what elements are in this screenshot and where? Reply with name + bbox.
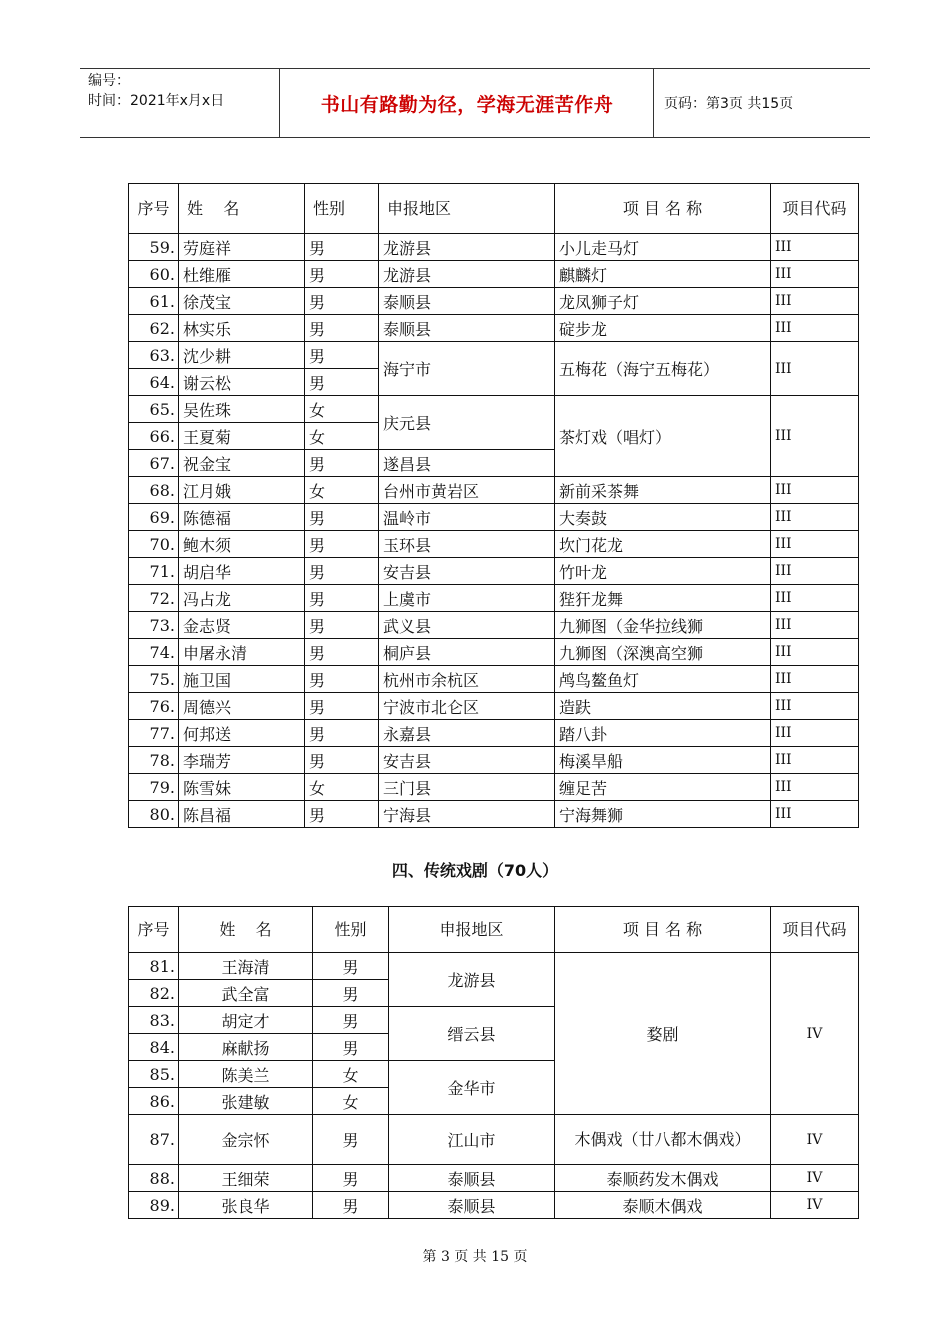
row-name: 吴佐珠 (179, 396, 305, 423)
row-seq: 68. (129, 477, 179, 504)
table-row (129, 801, 859, 828)
row-gender: 男 (305, 531, 379, 558)
col-name: 姓 名 (179, 907, 313, 953)
row-project: 九狮图（金华拉线狮 (555, 612, 771, 639)
col-name: 姓 名 (179, 184, 305, 234)
table-row (129, 693, 859, 720)
row-project: 龙凤狮子灯 (555, 288, 771, 315)
row-seq: 81. (129, 953, 179, 980)
row-name: 劳庭祥 (179, 234, 305, 261)
row-project: 踏八卦 (555, 720, 771, 747)
header-page-number: 页码：第3页 共15页 (664, 96, 794, 112)
row-code: III (771, 315, 859, 342)
row-code: IV (771, 1165, 859, 1192)
row-gender: 男 (313, 980, 389, 1007)
col-region: 申报地区 (379, 184, 555, 234)
row-region: 武义县 (379, 612, 555, 639)
row-gender: 男 (305, 369, 379, 396)
col-region: 申报地区 (389, 907, 555, 953)
col-gender: 性别 (305, 184, 379, 234)
row-seq: 85. (129, 1061, 179, 1088)
row-code: III (771, 531, 859, 558)
table-row (129, 396, 859, 423)
table-row (129, 531, 859, 558)
row-name: 金宗怀 (179, 1115, 313, 1165)
row-project: 麒麟灯 (555, 261, 771, 288)
table-row (129, 666, 859, 693)
row-region: 遂昌县 (379, 450, 555, 477)
row-region: 庆元县 (379, 396, 555, 450)
row-name: 麻献扬 (179, 1034, 313, 1061)
row-project: 鸬鸟鳌鱼灯 (555, 666, 771, 693)
row-code: III (771, 261, 859, 288)
row-code: III (771, 774, 859, 801)
row-code: IV (771, 1115, 859, 1165)
header-motto: 书山有路勤为径，学海无涯苦作舟 (281, 69, 654, 137)
row-region: 缙云县 (389, 1007, 555, 1061)
row-project: 茶灯戏（唱灯） (555, 396, 771, 477)
row-seq: 67. (129, 450, 179, 477)
row-seq: 77. (129, 720, 179, 747)
row-project: 婺剧 (555, 953, 771, 1115)
row-seq: 63. (129, 342, 179, 369)
table-header-row (129, 907, 859, 953)
row-code: III (771, 693, 859, 720)
row-seq: 70. (129, 531, 179, 558)
row-name: 施卫国 (179, 666, 305, 693)
row-project: 泰顺木偶戏 (555, 1192, 771, 1219)
row-gender: 男 (305, 288, 379, 315)
row-gender: 男 (305, 612, 379, 639)
row-name: 陈昌福 (179, 801, 305, 828)
row-region: 宁波市北仑区 (379, 693, 555, 720)
col-project: 项 目 名 称 (555, 907, 771, 953)
row-project: 大奏鼓 (555, 504, 771, 531)
row-name: 沈少耕 (179, 342, 305, 369)
row-name: 李瑞芳 (179, 747, 305, 774)
table-row (129, 639, 859, 666)
row-region: 安吉县 (379, 558, 555, 585)
row-gender: 女 (305, 396, 379, 423)
row-code: III (771, 639, 859, 666)
row-region: 台州市黄岩区 (379, 477, 555, 504)
row-seq: 76. (129, 693, 179, 720)
table-row (129, 1192, 859, 1219)
table-row (129, 612, 859, 639)
row-seq: 62. (129, 315, 179, 342)
row-project: 梅溪旱船 (555, 747, 771, 774)
table-row (129, 288, 859, 315)
row-name: 申屠永清 (179, 639, 305, 666)
row-project: 竹叶龙 (555, 558, 771, 585)
row-seq: 60. (129, 261, 179, 288)
table-row (129, 261, 859, 288)
row-seq: 82. (129, 980, 179, 1007)
table-row (129, 315, 859, 342)
row-code: III (771, 720, 859, 747)
row-gender: 男 (305, 315, 379, 342)
row-name: 鲍木须 (179, 531, 305, 558)
row-seq: 89. (129, 1192, 179, 1219)
row-code: III (771, 288, 859, 315)
row-gender: 男 (305, 801, 379, 828)
section-title: 四、传统戏剧（70人） (391, 861, 559, 880)
row-name: 周德兴 (179, 693, 305, 720)
row-gender: 男 (313, 1192, 389, 1219)
row-name: 徐茂宝 (179, 288, 305, 315)
row-seq: 64. (129, 369, 179, 396)
table-row (129, 477, 859, 504)
row-gender: 男 (305, 747, 379, 774)
row-name: 张良华 (179, 1192, 313, 1219)
row-name: 何邦送 (179, 720, 305, 747)
col-project: 项 目 名 称 (555, 184, 771, 234)
row-gender: 男 (305, 504, 379, 531)
row-region: 金华市 (389, 1061, 555, 1115)
row-gender: 男 (305, 234, 379, 261)
table-row (129, 504, 859, 531)
row-gender: 男 (305, 342, 379, 369)
header-meta (80, 69, 280, 137)
row-project: 小儿走马灯 (555, 234, 771, 261)
row-seq: 83. (129, 1007, 179, 1034)
row-seq: 59. (129, 234, 179, 261)
row-seq: 84. (129, 1034, 179, 1061)
row-code: III (771, 234, 859, 261)
table-row (129, 585, 859, 612)
row-code: III (771, 585, 859, 612)
row-gender: 男 (313, 1165, 389, 1192)
row-code: III (771, 477, 859, 504)
row-region: 上虞市 (379, 585, 555, 612)
col-code: 项目代码 (771, 184, 859, 234)
row-gender: 女 (305, 774, 379, 801)
row-gender: 男 (305, 450, 379, 477)
table-row (129, 234, 859, 261)
row-code: IV (771, 1192, 859, 1219)
row-seq: 86. (129, 1088, 179, 1115)
row-name: 江月娥 (179, 477, 305, 504)
row-seq: 66. (129, 423, 179, 450)
row-region: 杭州市余杭区 (379, 666, 555, 693)
table-row (129, 953, 859, 980)
row-code: III (771, 747, 859, 774)
table-row (129, 342, 859, 369)
row-region: 玉环县 (379, 531, 555, 558)
row-gender: 男 (305, 693, 379, 720)
row-seq: 74. (129, 639, 179, 666)
page-footer: 第 3 页 共 15 页 (422, 1249, 528, 1265)
row-gender: 男 (313, 953, 389, 980)
row-seq: 65. (129, 396, 179, 423)
row-project: 新前采茶舞 (555, 477, 771, 504)
table-row (129, 1165, 859, 1192)
row-region: 龙游县 (379, 234, 555, 261)
row-name: 王海清 (179, 953, 313, 980)
row-gender: 男 (305, 666, 379, 693)
row-seq: 87. (129, 1115, 179, 1165)
row-gender: 女 (313, 1061, 389, 1088)
row-gender: 女 (305, 477, 379, 504)
row-gender: 女 (313, 1088, 389, 1115)
row-name: 胡定才 (179, 1007, 313, 1034)
row-project: 造趺 (555, 693, 771, 720)
row-code: III (771, 396, 859, 477)
col-seq: 序号 (129, 184, 179, 234)
row-name: 陈美兰 (179, 1061, 313, 1088)
row-project: 坎门花龙 (555, 531, 771, 558)
row-project: 九狮图（深澳高空狮 (555, 639, 771, 666)
row-code: III (771, 342, 859, 396)
row-region: 泰顺县 (379, 288, 555, 315)
inheritor-table-traditional-dance (128, 183, 859, 828)
table-header-row (129, 184, 859, 234)
row-region: 三门县 (379, 774, 555, 801)
row-region: 安吉县 (379, 747, 555, 774)
row-code: III (771, 504, 859, 531)
row-region: 泰顺县 (389, 1165, 555, 1192)
row-name: 祝金宝 (179, 450, 305, 477)
row-region: 泰顺县 (379, 315, 555, 342)
row-name: 武全富 (179, 980, 313, 1007)
col-seq: 序号 (129, 907, 179, 953)
row-region: 海宁市 (379, 342, 555, 396)
row-name: 王夏菊 (179, 423, 305, 450)
row-project: 泰顺药发木偶戏 (555, 1165, 771, 1192)
row-name: 杜维雁 (179, 261, 305, 288)
page-header (80, 68, 870, 138)
row-seq: 61. (129, 288, 179, 315)
row-region: 温岭市 (379, 504, 555, 531)
row-name: 谢云松 (179, 369, 305, 396)
row-region: 龙游县 (379, 261, 555, 288)
row-name: 冯占龙 (179, 585, 305, 612)
document-number-label: 编号： (88, 73, 130, 89)
row-code: III (771, 558, 859, 585)
row-region: 江山市 (389, 1115, 555, 1165)
row-name: 陈雪妹 (179, 774, 305, 801)
row-seq: 78. (129, 747, 179, 774)
row-project: 木偶戏（廿八都木偶戏） (555, 1115, 771, 1165)
inheritor-table-traditional-drama (128, 906, 859, 1219)
table-row (129, 1115, 859, 1165)
row-name: 胡启华 (179, 558, 305, 585)
row-gender: 男 (305, 261, 379, 288)
row-project: 狴犴龙舞 (555, 585, 771, 612)
row-name: 金志贤 (179, 612, 305, 639)
row-code: III (771, 801, 859, 828)
table-row (129, 720, 859, 747)
row-seq: 72. (129, 585, 179, 612)
col-code: 项目代码 (771, 907, 859, 953)
row-gender: 女 (305, 423, 379, 450)
row-code: III (771, 612, 859, 639)
row-seq: 80. (129, 801, 179, 828)
row-region: 永嘉县 (379, 720, 555, 747)
row-code: IV (771, 953, 859, 1115)
row-region: 龙游县 (389, 953, 555, 1007)
row-name: 张建敏 (179, 1088, 313, 1115)
col-gender: 性别 (313, 907, 389, 953)
row-code: III (771, 666, 859, 693)
row-region: 宁海县 (379, 801, 555, 828)
row-region: 泰顺县 (389, 1192, 555, 1219)
table-row (129, 774, 859, 801)
row-project: 宁海舞狮 (555, 801, 771, 828)
row-gender: 男 (305, 558, 379, 585)
document-time-label: 时间：2021年x月x日 (88, 93, 225, 109)
row-seq: 69. (129, 504, 179, 531)
row-gender: 男 (305, 720, 379, 747)
row-seq: 73. (129, 612, 179, 639)
row-gender: 男 (313, 1007, 389, 1034)
row-seq: 75. (129, 666, 179, 693)
row-project: 五梅花（海宁五梅花） (555, 342, 771, 396)
row-project: 缠足苦 (555, 774, 771, 801)
row-seq: 88. (129, 1165, 179, 1192)
row-name: 陈德福 (179, 504, 305, 531)
table-row (129, 747, 859, 774)
row-seq: 79. (129, 774, 179, 801)
table-row (129, 558, 859, 585)
row-gender: 男 (305, 585, 379, 612)
row-region: 桐庐县 (379, 639, 555, 666)
row-project: 碇步龙 (555, 315, 771, 342)
row-gender: 男 (313, 1115, 389, 1165)
row-name: 林实乐 (179, 315, 305, 342)
row-seq: 71. (129, 558, 179, 585)
row-gender: 男 (313, 1034, 389, 1061)
row-gender: 男 (305, 639, 379, 666)
row-name: 王细荣 (179, 1165, 313, 1192)
